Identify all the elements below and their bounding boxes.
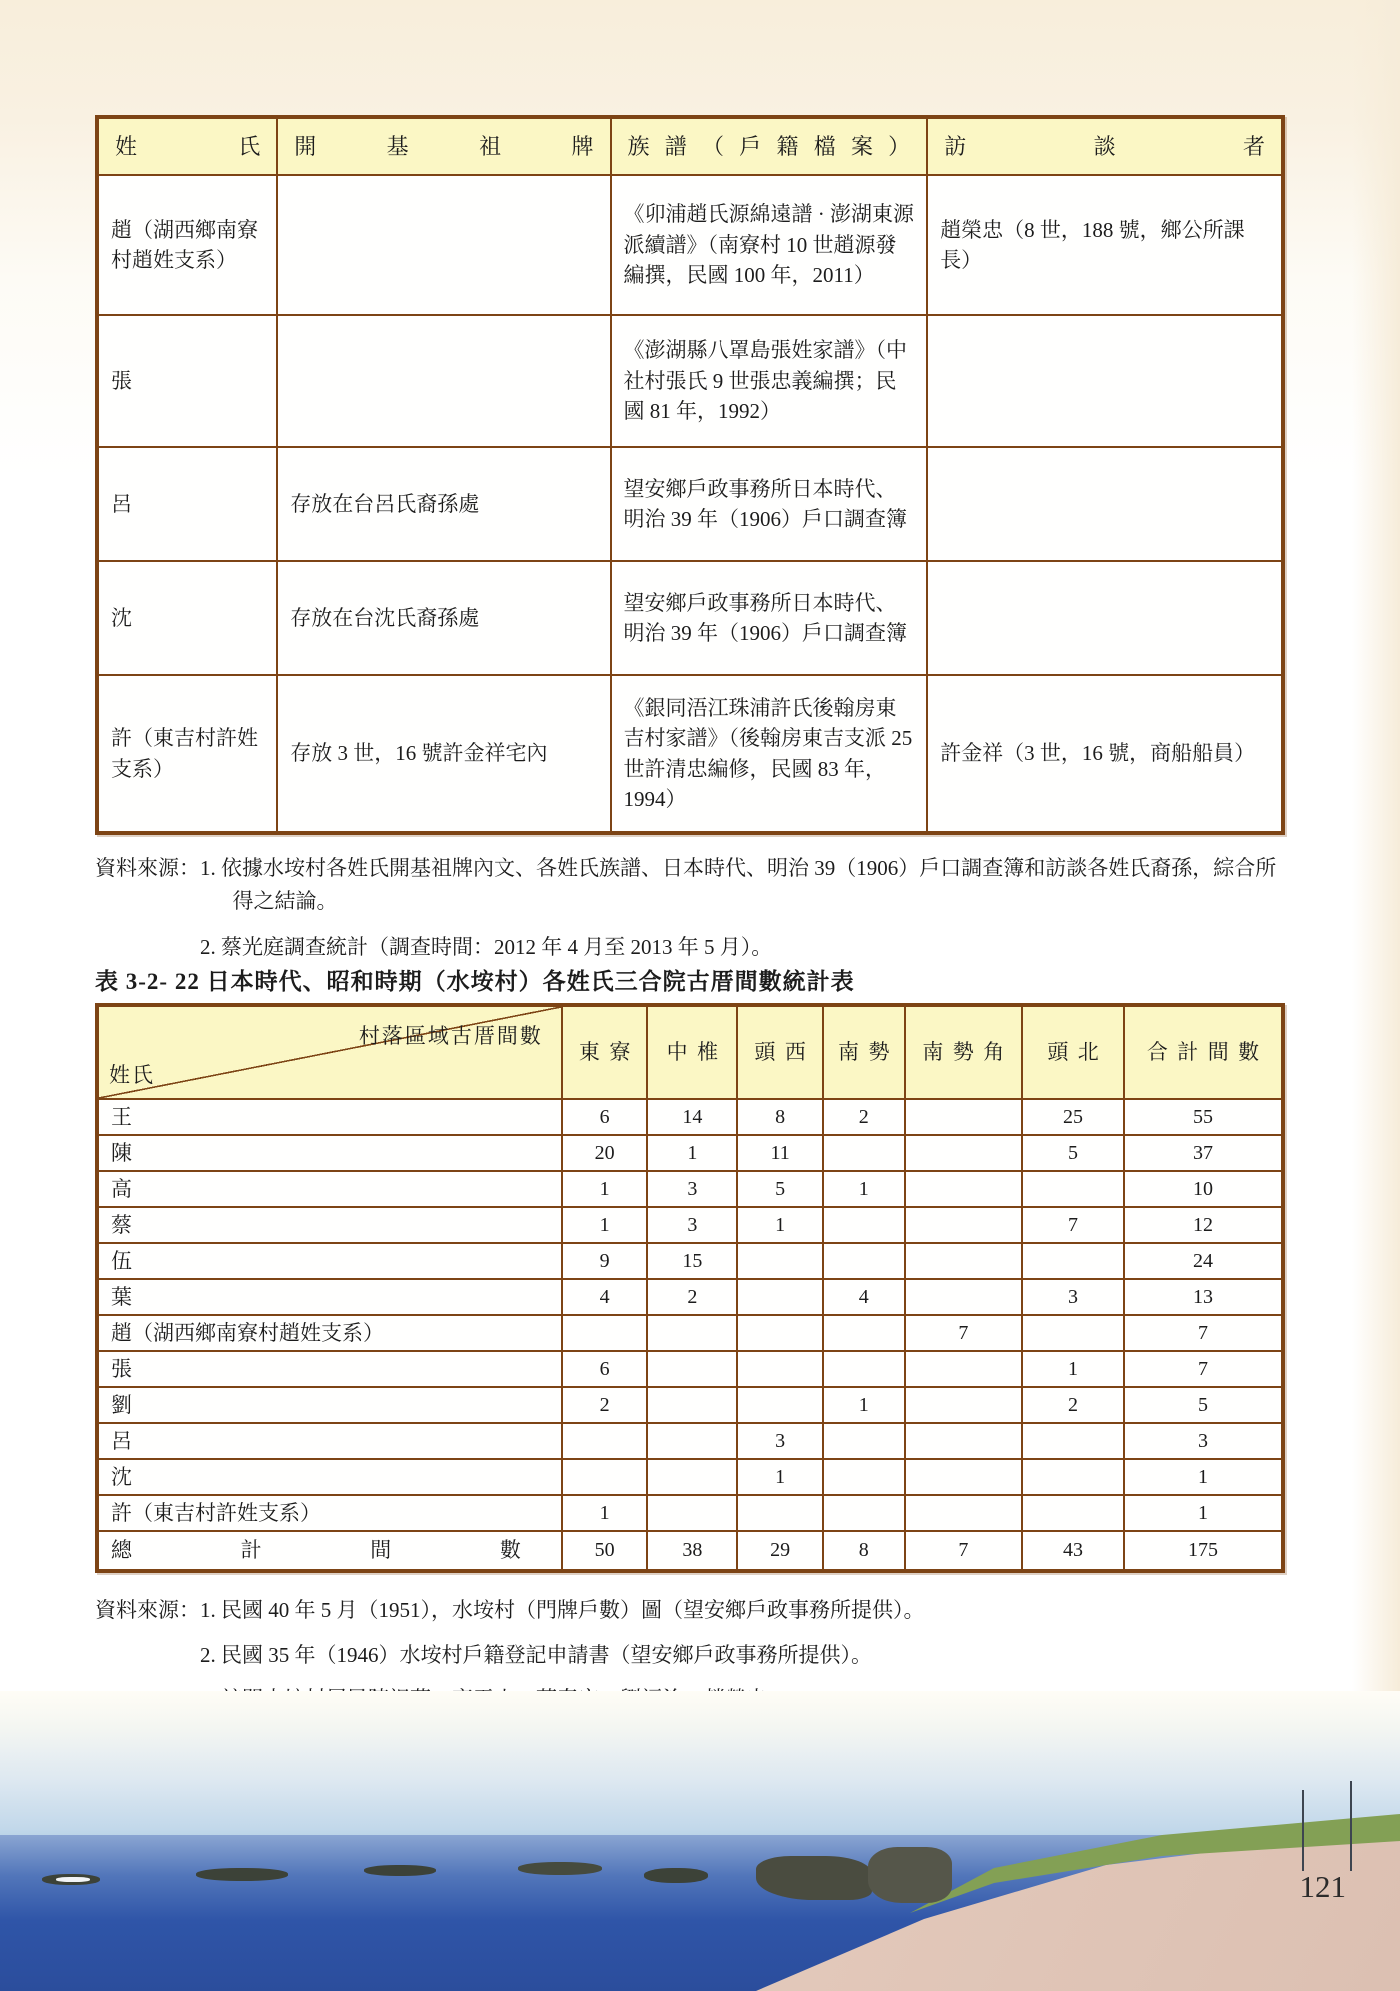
table-header-row xyxy=(97,1005,1283,1099)
page-number: 121 xyxy=(1299,1869,1346,1904)
count-cell xyxy=(823,1135,905,1171)
count-cell xyxy=(823,1459,905,1495)
count-cell xyxy=(1022,1459,1124,1495)
count-cell: 5 xyxy=(1124,1387,1283,1423)
total-cell: 175 xyxy=(1124,1531,1283,1571)
total-cell: 8 xyxy=(823,1531,905,1571)
table-row xyxy=(97,1351,1283,1387)
count-cell: 13 xyxy=(1124,1279,1283,1315)
count-cell: 2 xyxy=(1022,1387,1124,1423)
rock xyxy=(364,1865,436,1876)
count-cell: 2 xyxy=(823,1099,905,1135)
pole xyxy=(1302,1790,1304,1871)
source-item: 1. 民國 40 年 5 月（1951），水垵村（門牌戶數）圖（望安鄉戶政事務所提供）。 xyxy=(200,1598,925,1622)
header-region: 合計間數 xyxy=(1124,1005,1283,1099)
count-cell: 11 xyxy=(737,1135,822,1171)
count-cell: 1 xyxy=(1022,1351,1124,1387)
header-ancestor-tablet: 開基祖牌 xyxy=(277,117,610,175)
surname-cell: 王 xyxy=(97,1099,562,1135)
header-region: 南勢 xyxy=(823,1005,905,1099)
count-cell xyxy=(737,1495,822,1531)
table-row xyxy=(97,1099,1283,1135)
count-cell xyxy=(1022,1171,1124,1207)
diagonal-corner-cell xyxy=(97,1005,562,1099)
table-row xyxy=(97,1387,1283,1423)
total-cell: 43 xyxy=(1022,1531,1124,1571)
interviewee-cell: 許金祥（3 世，16 號，商船船員） xyxy=(927,675,1283,833)
count-cell xyxy=(737,1279,822,1315)
count-cell: 15 xyxy=(647,1243,737,1279)
source-item: 2. 民國 35 年（1946）水垵村戶籍登記申請書（望安鄉戶政事務所提供）。 xyxy=(200,1642,872,1667)
surname-cell: 張 xyxy=(97,315,277,447)
count-cell xyxy=(905,1495,1022,1531)
rock xyxy=(868,1847,952,1903)
count-cell: 1 xyxy=(737,1207,822,1243)
count-cell: 3 xyxy=(737,1423,822,1459)
count-cell xyxy=(737,1315,822,1351)
count-cell: 3 xyxy=(1022,1279,1124,1315)
rock xyxy=(644,1868,708,1883)
count-cell: 25 xyxy=(1022,1099,1124,1135)
count-cell: 1 xyxy=(1124,1495,1283,1531)
genealogy-cell: 望安鄉戶政事務所日本時代、明治 39 年（1906）戶口調查簿 xyxy=(611,561,928,675)
count-cell: 8 xyxy=(737,1099,822,1135)
count-cell xyxy=(905,1135,1022,1171)
tablet-cell: 存放 3 世，16 號許金祥宅內 xyxy=(277,675,610,833)
table-row xyxy=(97,1495,1283,1531)
count-cell xyxy=(1022,1315,1124,1351)
count-cell xyxy=(647,1495,737,1531)
table-header-row xyxy=(97,117,1283,175)
count-cell xyxy=(562,1315,647,1351)
count-cell xyxy=(823,1351,905,1387)
count-cell xyxy=(647,1315,737,1351)
count-cell xyxy=(905,1423,1022,1459)
genealogy-cell: 《銀同浯江珠浦許氏後翰房東吉村家譜》（後翰房東吉支派 25 世許清忠編修，民國 83 年，1994） xyxy=(611,675,928,833)
count-cell xyxy=(823,1423,905,1459)
count-cell: 55 xyxy=(1124,1099,1283,1135)
count-cell: 14 xyxy=(647,1099,737,1135)
count-cell: 4 xyxy=(562,1279,647,1315)
interviewee-cell: 趙榮忠（8 世，188 號，鄉公所課長） xyxy=(927,175,1283,315)
genealogy-cell: 《澎湖縣八罩島張姓家譜》（中社村張氏 9 世張忠義編撰；民國 81 年，1992） xyxy=(611,315,928,447)
count-cell: 12 xyxy=(1124,1207,1283,1243)
surname-cell: 趙（湖西鄉南寮村趙姓支系） xyxy=(97,175,277,315)
count-cell: 7 xyxy=(1124,1351,1283,1387)
count-cell xyxy=(823,1207,905,1243)
table-row xyxy=(97,561,1283,675)
surname-cell: 許（東吉村許姓支系） xyxy=(97,675,277,833)
count-cell xyxy=(1022,1495,1124,1531)
source-label: 資料來源： xyxy=(95,1598,200,1622)
count-cell: 1 xyxy=(823,1171,905,1207)
beach-photo xyxy=(0,1691,1400,1991)
count-cell: 1 xyxy=(737,1459,822,1495)
total-cell: 50 xyxy=(562,1531,647,1571)
table1-sources xyxy=(95,852,1285,978)
count-cell: 37 xyxy=(1124,1135,1283,1171)
count-cell xyxy=(905,1387,1022,1423)
count-cell: 1 xyxy=(562,1495,647,1531)
count-cell xyxy=(905,1207,1022,1243)
table-row xyxy=(97,1315,1283,1351)
table-row xyxy=(97,1423,1283,1459)
total-row xyxy=(97,1531,1283,1571)
rock xyxy=(756,1856,872,1900)
source-item: 2. 蔡光庭調查統計（調查時間：2012 年 4 月至 2013 年 5 月）。 xyxy=(200,935,773,960)
table-row xyxy=(97,1207,1283,1243)
table-row xyxy=(97,447,1283,561)
surname-cell: 沈 xyxy=(97,1459,562,1495)
table2-title: 表 3-2- 22 日本時代、昭和時期（水垵村）各姓氏三合院古厝間數統計表 xyxy=(95,969,855,994)
tablet-cell xyxy=(277,315,610,447)
surname-cell: 陳 xyxy=(97,1135,562,1171)
count-cell xyxy=(562,1459,647,1495)
genealogy-cell: 《卯浦趙氏源綿遠譜 · 澎湖東源派續譜》（南寮村 10 世趙源發編撰，民國 100 年，2011） xyxy=(611,175,928,315)
count-cell: 7 xyxy=(1022,1207,1124,1243)
surname-cell: 趙（湖西鄉南寮村趙姓支系） xyxy=(97,1315,562,1351)
table-row xyxy=(97,1171,1283,1207)
table-row xyxy=(97,1459,1283,1495)
count-cell: 3 xyxy=(647,1207,737,1243)
count-cell xyxy=(737,1243,822,1279)
count-cell xyxy=(737,1351,822,1387)
whitecap xyxy=(56,1877,90,1882)
count-cell xyxy=(647,1351,737,1387)
rock xyxy=(196,1868,288,1881)
count-cell: 1 xyxy=(1124,1459,1283,1495)
count-cell: 7 xyxy=(1124,1315,1283,1351)
count-cell: 6 xyxy=(562,1351,647,1387)
count-cell xyxy=(823,1495,905,1531)
header-interviewee: 訪談者 xyxy=(927,117,1283,175)
count-cell: 5 xyxy=(1022,1135,1124,1171)
count-cell xyxy=(1022,1243,1124,1279)
count-cell: 9 xyxy=(562,1243,647,1279)
header-region: 頭北 xyxy=(1022,1005,1124,1099)
count-cell: 1 xyxy=(647,1135,737,1171)
surname-cell: 許（東吉村許姓支系） xyxy=(97,1495,562,1531)
count-cell xyxy=(905,1243,1022,1279)
genealogy-cell: 望安鄉戶政事務所日本時代、明治 39 年（1906）戶口調查簿 xyxy=(611,447,928,561)
genealogy-table xyxy=(95,115,1285,835)
total-cell: 29 xyxy=(737,1531,822,1571)
count-cell xyxy=(647,1423,737,1459)
source-label: 資料來源： xyxy=(95,856,200,880)
tablet-cell xyxy=(277,175,610,315)
count-cell: 1 xyxy=(562,1171,647,1207)
header-region: 中椎 xyxy=(647,1005,737,1099)
count-cell: 24 xyxy=(1124,1243,1283,1279)
header-genealogy: 族譜（戶籍檔案） xyxy=(611,117,928,175)
count-cell: 7 xyxy=(905,1315,1022,1351)
table-row xyxy=(97,315,1283,447)
surname-cell: 劉 xyxy=(97,1387,562,1423)
surname-cell: 沈 xyxy=(97,561,277,675)
header-region: 頭西 xyxy=(737,1005,822,1099)
surname-cell: 葉 xyxy=(97,1279,562,1315)
count-cell xyxy=(1022,1423,1124,1459)
total-cell: 7 xyxy=(905,1531,1022,1571)
pole xyxy=(1350,1781,1352,1871)
table-row xyxy=(97,1243,1283,1279)
count-cell xyxy=(905,1351,1022,1387)
count-cell: 1 xyxy=(562,1207,647,1243)
count-cell xyxy=(823,1243,905,1279)
table-row xyxy=(97,675,1283,833)
source-item: 1. 依據水垵村各姓氏開基祖牌內文、各姓氏族譜、日本時代、明治 39（1906）戶口調查簿和訪談各姓氏裔孫，綜合所得之結論。 xyxy=(200,856,1277,913)
total-label-cell: 總計間數 xyxy=(97,1531,562,1571)
surname-cell: 呂 xyxy=(97,1423,562,1459)
count-cell: 5 xyxy=(737,1171,822,1207)
surname-cell: 伍 xyxy=(97,1243,562,1279)
count-cell xyxy=(905,1099,1022,1135)
surname-cell: 高 xyxy=(97,1171,562,1207)
table-row xyxy=(97,1135,1283,1171)
count-cell xyxy=(823,1315,905,1351)
interviewee-cell xyxy=(927,447,1283,561)
table-row xyxy=(97,1279,1283,1315)
count-cell: 1 xyxy=(823,1387,905,1423)
rock xyxy=(518,1862,602,1875)
statistics-table xyxy=(95,1003,1285,1573)
interviewee-cell xyxy=(927,315,1283,447)
count-cell xyxy=(562,1423,647,1459)
count-cell xyxy=(647,1387,737,1423)
count-cell: 10 xyxy=(1124,1171,1283,1207)
surname-cell: 蔡 xyxy=(97,1207,562,1243)
header-region: 東寮 xyxy=(562,1005,647,1099)
tablet-cell: 存放在台沈氏裔孫處 xyxy=(277,561,610,675)
corner-top-label: 村落區域古厝間數 xyxy=(358,1024,543,1048)
interviewee-cell xyxy=(927,561,1283,675)
surname-cell: 呂 xyxy=(97,447,277,561)
corner-bottom-label: 姓氏 xyxy=(109,1062,155,1087)
count-cell: 6 xyxy=(562,1099,647,1135)
tablet-cell: 存放在台呂氏裔孫處 xyxy=(277,447,610,561)
count-cell xyxy=(905,1279,1022,1315)
count-cell xyxy=(905,1459,1022,1495)
count-cell: 2 xyxy=(562,1387,647,1423)
count-cell: 3 xyxy=(647,1171,737,1207)
header-surname: 姓氏 xyxy=(97,117,277,175)
header-region: 南勢角 xyxy=(905,1005,1022,1099)
count-cell: 2 xyxy=(647,1279,737,1315)
table-row xyxy=(97,175,1283,315)
count-cell xyxy=(737,1387,822,1423)
surname-cell: 張 xyxy=(97,1351,562,1387)
count-cell: 3 xyxy=(1124,1423,1283,1459)
count-cell: 4 xyxy=(823,1279,905,1315)
count-cell xyxy=(647,1459,737,1495)
count-cell xyxy=(905,1171,1022,1207)
total-cell: 38 xyxy=(647,1531,737,1571)
count-cell: 20 xyxy=(562,1135,647,1171)
